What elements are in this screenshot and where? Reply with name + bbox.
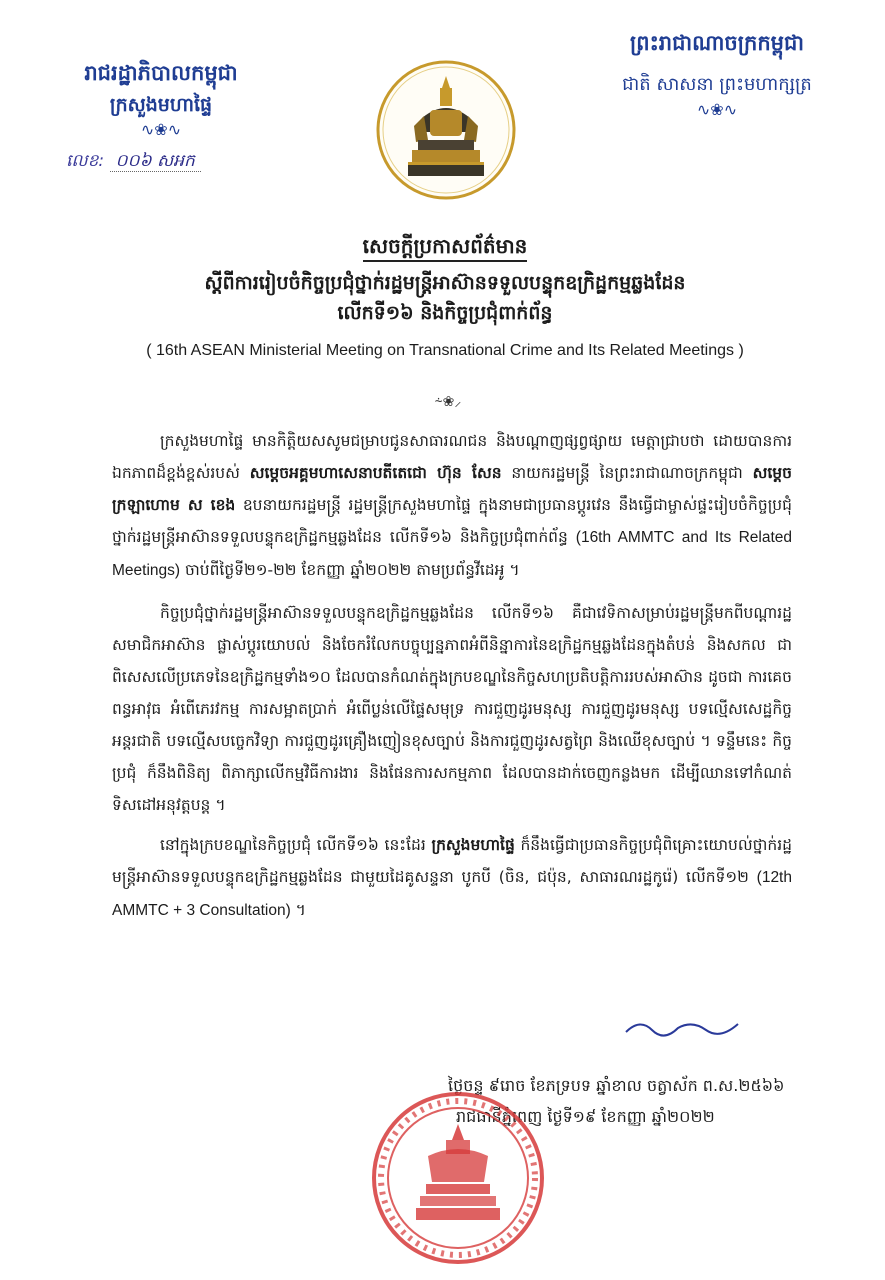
paragraph-2: កិច្ចប្រជុំថ្នាក់រដ្ឋមន្ត្រីអាស៊ានទទួលបន្ទុកឧក្រិដ្ឋកម្មឆ្លងដែន លើកទី១៦ គឺជាវេទិកាសម្រាប់រដ្ឋមន្ត្រីមកពីបណ្តារដ្ឋសមាជិកអាស៊ាន ផ្លាស់ប្តូរយោបល់ និងចែករំលែកបច្ចុប្បន្នភាពអំពីនិន្នាការនៃឧក្រិដ្ឋកម្មឆ្លងដែនក្នុងតំបន់ និងសកល ជាពិសេសលើប្រភេទនៃឧក្រិដ្ឋកម្មទាំង១០ ដែលបានកំណត់ក្នុងក្របខណ្ឌនៃកិច្ចសហប្រតិបត្តិការរបស់អាស៊ាន ដូចជា ការគេចពន្ធអាវុធ អំពើភេរវកម្ម ការសម្អាតប្រាក់ អំពើប្លន់លើផ្ទៃសមុទ្រ ការជួញដូរមនុស្ស ការជួញដូរមនុស្ស បទល្មើសសេដ្ឋកិច្ចអន្តរជាតិ បទល្មើសបច្ចេកវិទ្យា ការជួញដូរគ្រឿងញៀនខុសច្បាប់ និងការជួញដូរសត្វព្រៃ និងឈើខុសច្បាប់ ។ ទន្ទឹមនេះ កិច្ចប្រជុំ ក៏នឹងពិនិត្យ ពិភាក្សាលើកម្មវិធីការងារ និងផែនការសកម្មភាព ដែលបានដាក់ចេញកន្លងមក ដើម្បីឈានទៅកំណត់ទិសដៅអនុវត្តបន្ត ។	[112, 604, 792, 814]
english-subtitle: ( 16th ASEAN Ministerial Meeting on Transnational Crime and Its Related Meetings )	[146, 342, 744, 359]
divider-ornament-icon: ⸞❀⸝	[434, 394, 462, 410]
ministry-header	[36, 58, 286, 175]
press-release-title	[90, 232, 800, 364]
meeting-english-name: (16th AMMTC and Its Related Meetings)	[112, 529, 793, 579]
paragraph-1	[112, 425, 792, 587]
paragraph-1-text-a: ក្រសួងមហាផ្ទៃ មានកិត្តិយសសូមជម្រាបជូនសាធារណជន និងបណ្តាញផ្សព្វផ្សាយ មេត្តាជ្រាបថា ដោយបានការឯកភាពដ៏ខ្ពង់ខ្ពស់របស់	[112, 432, 792, 482]
consultation-english-name: (12th AMMTC + 3 Consultation)	[112, 869, 792, 919]
paragraph-3-text-c: ក៏នឹងធ្វើជាប្រធានកិច្ចប្រជុំពិគ្រោះយោបល់ថ្នាក់រដ្ឋមន្ត្រីអាស៊ានទទួលបន្ទុកឧក្រិដ្ឋកម្មឆ្លងដែន ជាមួយដៃគូសន្ទនា បូកបី (ចិន, ជប៉ុន, សាធារណរដ្ឋកូរ៉េ) លើកទី១២	[112, 836, 792, 886]
paragraph-1-text-g: ចាប់ពីថ្ងៃទី២១-២២ ខែកញ្ញា ឆ្នាំ២០២២ តាមប្រព័ន្ធវីដេអូ ។	[180, 561, 520, 579]
subject-line-1: ស្តីពីការរៀបចំកិច្ចប្រជុំថ្នាក់រដ្ឋមន្ត្រីអាស៊ានទទួលបន្ទុកឧក្រិដ្ឋកម្មឆ្លងដែន	[204, 272, 686, 294]
press-release-body	[112, 425, 792, 935]
reference-number	[36, 150, 286, 175]
subject-line-2: លើកទី១៦ និងកិច្ចប្រជុំពាក់ព័ន្ធ	[337, 302, 553, 324]
paragraph-3-text-e: ។	[290, 901, 306, 919]
government-name: រាជរដ្ឋាភិបាលកម្ពុជា	[84, 61, 238, 85]
ministry-bold-name: ក្រសួងមហាផ្ទៃ	[431, 836, 515, 854]
lunar-date: ថ្ងៃចន្ទ ៩រោច ខែភទ្របទ ឆ្នាំខាល ចត្វាស័ក ព.ស.២៥៦៦	[448, 1076, 785, 1095]
ornament-icon: ∿❀∿	[140, 120, 182, 139]
kingdom-header	[582, 26, 852, 118]
handwritten-mark-icon	[622, 1012, 742, 1042]
kingdom-name: ព្រះរាជាណាចក្រកម្ពុជា	[629, 31, 804, 55]
place-and-date: រាជធានីភ្នំពេញ ថ្ងៃទី១៩ ខែកញ្ញា ឆ្នាំ២០២២	[456, 1107, 715, 1126]
ministry-name: ក្រសួងមហាផ្ទៃ	[109, 94, 213, 116]
paragraph-3-text-a: នៅក្នុងក្របខណ្ឌនៃកិច្ចប្រជុំ លើកទី១៦ នេះដែរ	[160, 836, 432, 854]
reference-label: លេខ:	[66, 151, 105, 171]
ornament-icon: ∿❀∿	[696, 100, 738, 119]
official-seal-icon	[370, 1090, 546, 1266]
paragraph-3	[112, 829, 792, 927]
reference-value: ០០៦ សអក	[110, 151, 201, 172]
paragraph-1-text-e: ឧបនាយករដ្ឋមន្ត្រី រដ្ឋមន្ត្រីក្រសួងមហាផ្ទៃ ក្នុងនាមជាប្រធានប្តូរវេន នឹងធ្វើជាម្ចាស់ផ្ទះរៀបចំកិច្ចប្រជុំថ្នាក់រដ្ឋមន្ត្រីអាស៊ានទទួលបន្ទុកឧក្រិដ្ឋកម្មឆ្លងដែន លើកទី១៦ និងកិច្ចប្រជុំពាក់ព័ន្ធ	[112, 496, 792, 546]
prime-minister-name: សម្តេចអគ្គមហាសេនាបតីតេជោ ហ៊ុន សែន	[249, 464, 502, 482]
national-motto: ជាតិ សាសនា ព្រះមហាក្សត្រ	[622, 74, 812, 95]
paragraph-1-text-c: នាយករដ្ឋមន្ត្រី នៃព្រះរាជាណាចក្រកម្ពុជា	[501, 464, 753, 482]
document-type-heading: សេចក្តីប្រកាសព័ត៌មាន	[363, 232, 528, 262]
deputy-prime-minister-name: សម្តេចក្រឡាហោម ស ខេង	[112, 464, 792, 514]
royal-emblem-icon	[374, 58, 518, 202]
